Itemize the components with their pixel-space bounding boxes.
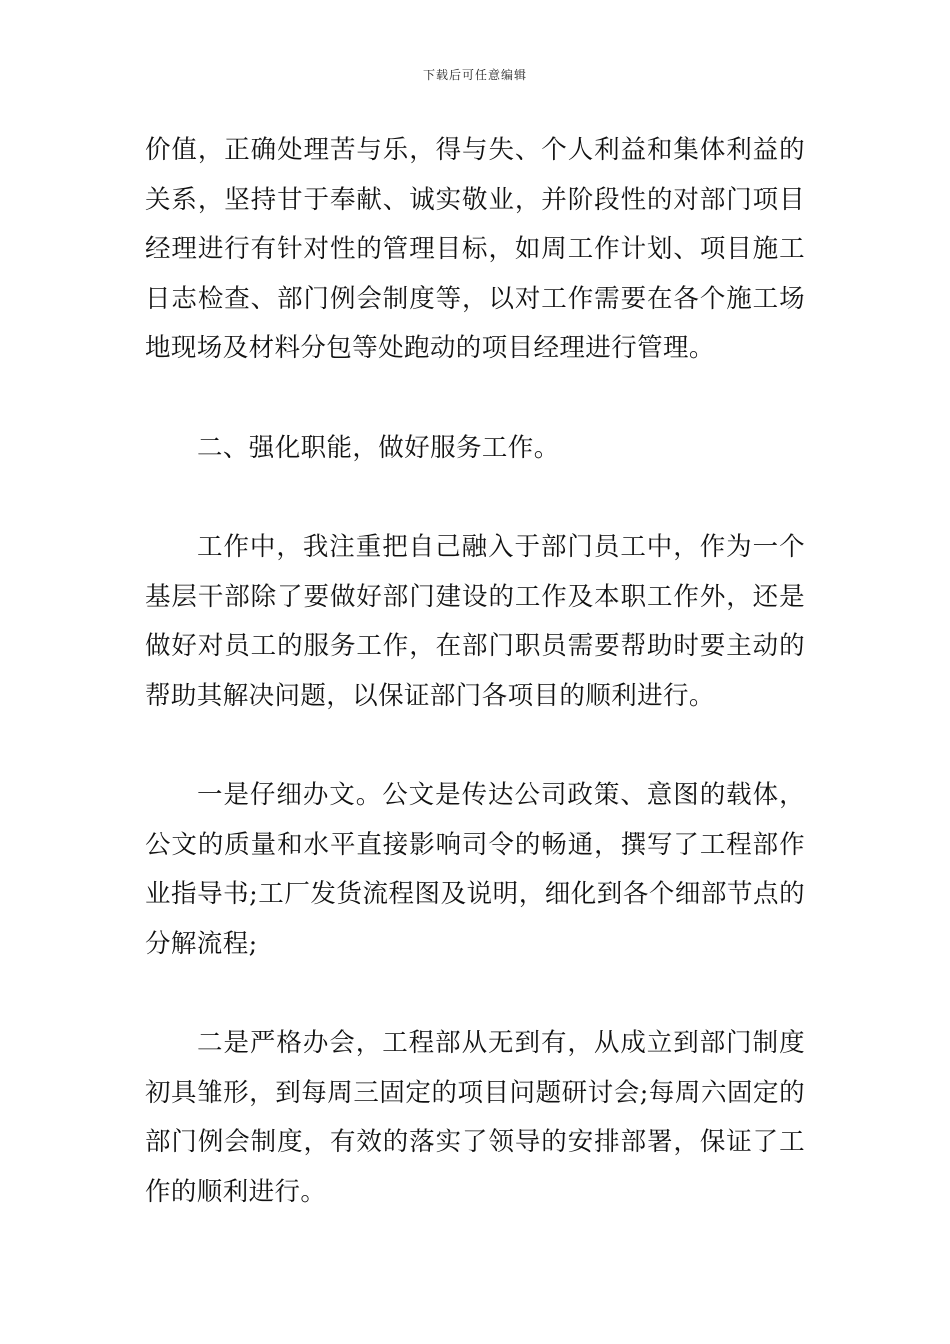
paragraph-gap — [145, 473, 805, 523]
paragraph-continuation: 价值，正确处理苦与乐，得与失、个人利益和集体利益的关系，坚持甘于奉献、诚实敬业，并阶段性的对部门项目经理进行有针对性的管理目标，如周工作计划、项目施工日志检查、部门例会制度等，以对工作需要在各个施工场地现场及材料分包等处跑动的项目经理进行管理。 — [145, 135, 805, 363]
paragraph-documents: 一是仔细办文。公文是传达公司政策、意图的载体，公文的质量和水平直接影响司令的畅通，撰写了工程部作业指导书;工厂发货流程图及说明，细化到各个细部节点的分解流程; — [145, 780, 805, 959]
section-heading: 二、强化职能，做好服务工作。 — [197, 432, 560, 463]
paragraph-gap — [145, 721, 805, 771]
paragraph-service-work: 工作中，我注重把自己融入于部门员工中，作为一个基层干部除了要做好部门建设的工作及本职工作外，还是做好对员工的服务工作，在部门职员需要帮助时要主动的帮助其解决问题，以保证部门各项目的顺利进行。 — [145, 532, 805, 711]
paragraph-meetings: 二是严格办会，工程部从无到有，从成立到部门制度初具雏形，到每周三固定的项目问题研讨会;每周六固定的部门例会制度，有效的落实了领导的安排部署，保证了工作的顺利进行。 — [145, 1028, 805, 1207]
document-body — [145, 126, 805, 1217]
download-note: 下载后可任意编辑 — [422, 68, 527, 82]
paragraph-gap — [145, 374, 805, 424]
paragraph-gap — [145, 969, 805, 1019]
